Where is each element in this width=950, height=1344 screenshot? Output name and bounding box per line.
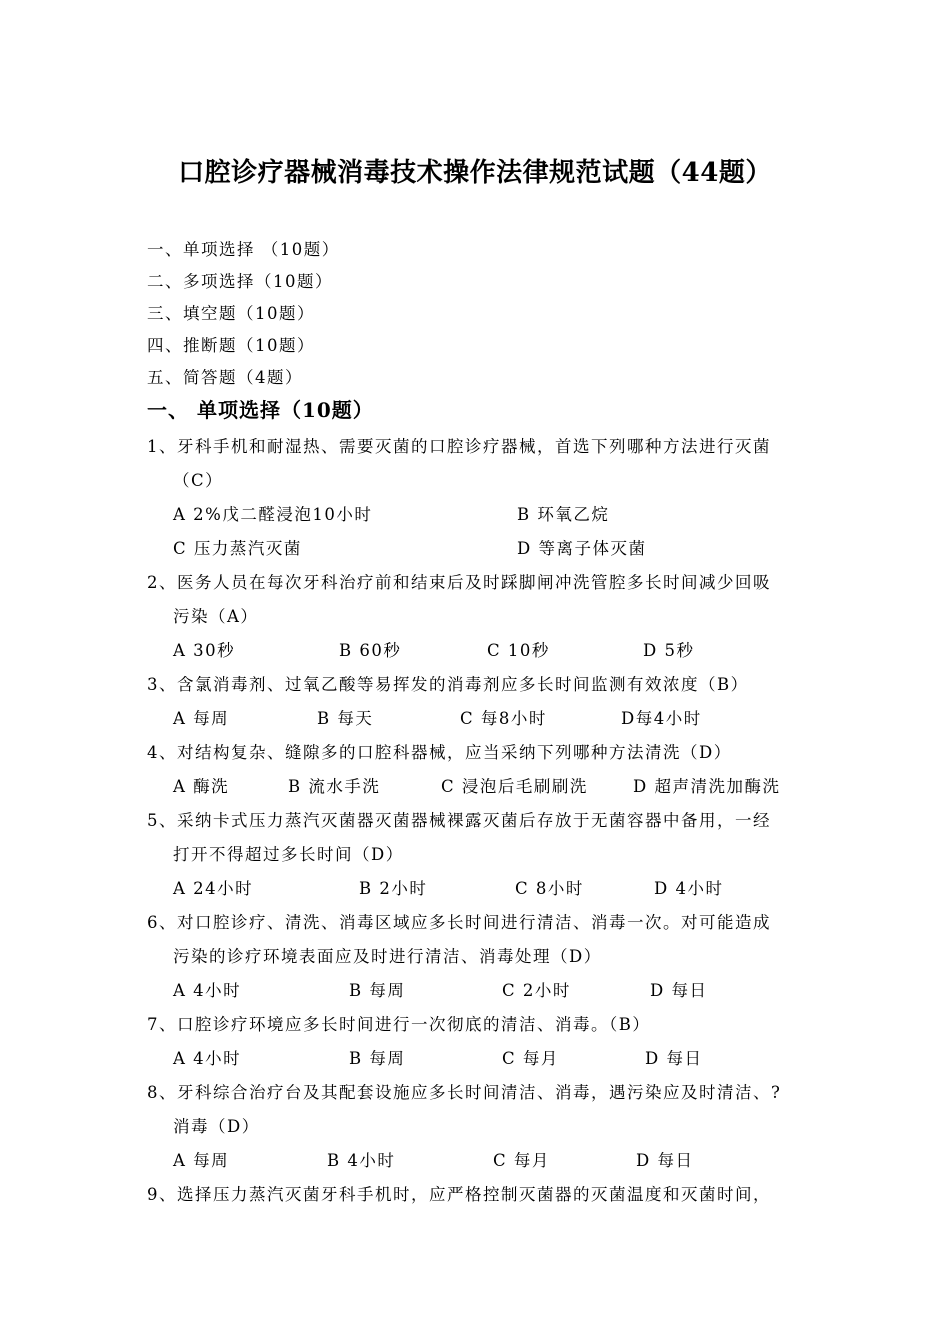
question-text: 6、对口腔诊疗、清洗、消毒区域应多长时间进行清洁、消毒一次。对可能造成 bbox=[147, 913, 771, 932]
outline-item: 一、单项选择 （10题） bbox=[147, 240, 340, 259]
outline-item: 五、简答题（4题） bbox=[147, 368, 303, 387]
option: B 每周 bbox=[349, 981, 406, 1000]
option: C 10秒 bbox=[487, 641, 550, 660]
option: D每4小时 bbox=[621, 709, 702, 728]
option: A 4小时 bbox=[173, 1049, 242, 1068]
option: A 30秒 bbox=[173, 641, 236, 660]
option: B 60秒 bbox=[339, 641, 402, 660]
exam-outline bbox=[147, 234, 340, 394]
question-item bbox=[147, 906, 827, 1008]
question-text: 打开不得超过多长时间（D） bbox=[173, 845, 404, 864]
option: D 5秒 bbox=[643, 641, 695, 660]
question-text: 7、口腔诊疗环境应多长时间进行一次彻底的清洁、消毒。（B） bbox=[147, 1015, 651, 1034]
question-text: 消毒（D） bbox=[173, 1117, 260, 1136]
option: D 超声清洗加酶洗 bbox=[633, 777, 781, 796]
section-heading: 一、 单项选择（10题） bbox=[147, 398, 374, 422]
options-row bbox=[147, 498, 827, 532]
document-title: 口腔诊疗器械消毒技术操作法律规范试题（44题） bbox=[178, 158, 772, 188]
question-item bbox=[147, 430, 827, 566]
options-row bbox=[147, 634, 827, 668]
option: B 4小时 bbox=[327, 1151, 396, 1170]
option: A 2%戊二醛浸泡10小时 bbox=[173, 505, 373, 524]
question-text: 3、含氯消毒剂、过氧乙酸等易挥发的消毒剂应多长时间监测有效浓度（B） bbox=[147, 675, 749, 694]
question-text: 污染的诊疗环境表面应及时进行清洁、消毒处理（D） bbox=[173, 947, 602, 966]
options-row bbox=[147, 770, 827, 804]
question-item bbox=[147, 566, 827, 668]
options-row bbox=[147, 974, 827, 1008]
question-item bbox=[147, 736, 827, 804]
option: D 每日 bbox=[636, 1151, 694, 1170]
option: C 浸泡后毛刷刷洗 bbox=[441, 777, 588, 796]
option: D 4小时 bbox=[654, 879, 724, 898]
options-row bbox=[147, 1144, 827, 1178]
option: B 每周 bbox=[349, 1049, 406, 1068]
question-item bbox=[147, 1178, 827, 1212]
question-text: 1、牙科手机和耐湿热、需要灭菌的口腔诊疗器械，首选下列哪种方法进行灭菌 bbox=[147, 437, 771, 456]
outline-item: 四、推断题（10题） bbox=[147, 336, 315, 355]
outline-item: 三、填空题（10题） bbox=[147, 304, 315, 323]
question-text: （C） bbox=[173, 471, 224, 490]
option: A 4小时 bbox=[173, 981, 242, 1000]
question-text: 4、对结构复杂、缝隙多的口腔科器械，应当采纳下列哪种方法清洗（D） bbox=[147, 743, 732, 762]
options-row bbox=[147, 532, 827, 566]
option: D 每日 bbox=[650, 981, 708, 1000]
options-row bbox=[147, 1042, 827, 1076]
option: C 每月 bbox=[493, 1151, 550, 1170]
outline-item: 二、多项选择（10题） bbox=[147, 272, 333, 291]
question-list bbox=[147, 430, 827, 1212]
option: A 酶洗 bbox=[173, 777, 230, 796]
question-text: 污染（A） bbox=[173, 607, 259, 626]
options-row bbox=[147, 702, 827, 736]
question-item bbox=[147, 1076, 827, 1178]
question-text: 9、选择压力蒸汽灭菌牙科手机时，应严格控制灭菌器的灭菌温度和灭菌时间， bbox=[147, 1185, 771, 1204]
question-text: 8、牙科综合治疗台及其配套设施应多长时间清洁、消毒，遇污染应及时清洁、? bbox=[147, 1083, 782, 1102]
option: A 每周 bbox=[173, 1151, 230, 1170]
options-row bbox=[147, 872, 827, 906]
option: C 8小时 bbox=[515, 879, 584, 898]
option: D 每日 bbox=[645, 1049, 703, 1068]
option: B 流水手洗 bbox=[288, 777, 381, 796]
option: B 环氧乙烷 bbox=[517, 505, 610, 524]
question-text: 5、采纳卡式压力蒸汽灭菌器灭菌器械裸露灭菌后存放于无菌容器中备用，一经 bbox=[147, 811, 771, 830]
option: A 24小时 bbox=[173, 879, 254, 898]
option: C 2小时 bbox=[502, 981, 571, 1000]
option: B 2小时 bbox=[359, 879, 428, 898]
option: A 每周 bbox=[173, 709, 230, 728]
option: C 每月 bbox=[502, 1049, 559, 1068]
question-text: 2、医务人员在每次牙科治疗前和结束后及时踩脚闸冲洗管腔多长时间减少回吸 bbox=[147, 573, 771, 592]
option: C 压力蒸汽灭菌 bbox=[173, 539, 302, 558]
option: B 每天 bbox=[317, 709, 374, 728]
option: C 每8小时 bbox=[460, 709, 547, 728]
question-item bbox=[147, 804, 827, 906]
option: D 等离子体灭菌 bbox=[517, 539, 647, 558]
question-item bbox=[147, 668, 827, 736]
question-item bbox=[147, 1008, 827, 1076]
